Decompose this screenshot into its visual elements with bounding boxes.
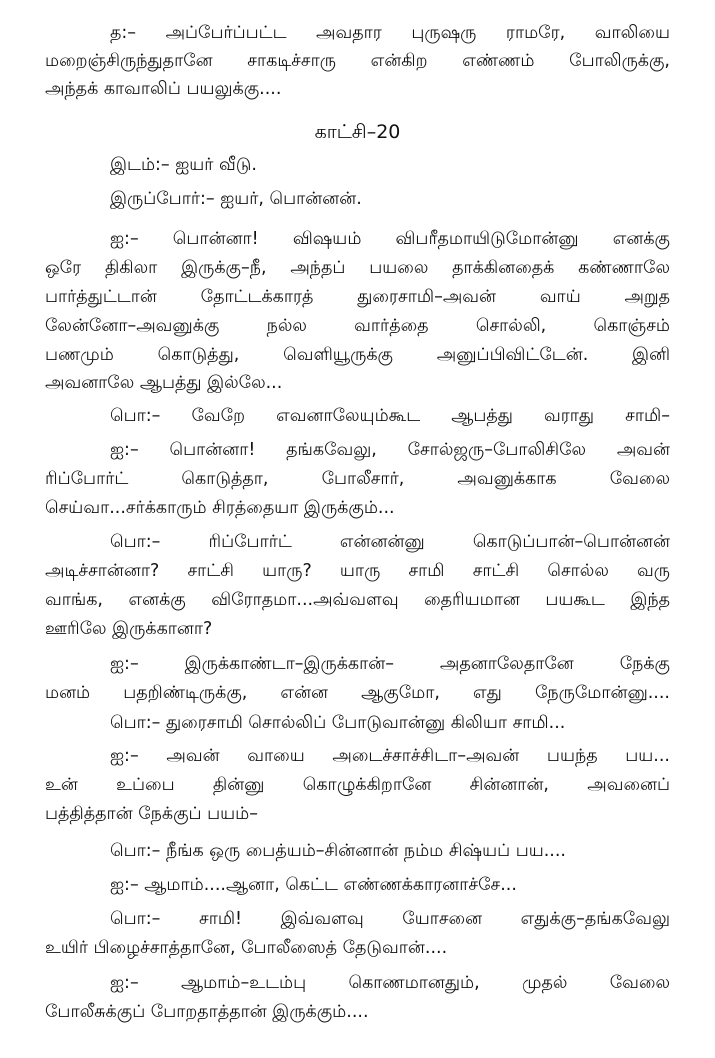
text-line: ஐ:– பொன்னா! தங்கவேலு, சோல்ஜரு–போலிசிலே அவன் — [110, 440, 670, 460]
text-line: பொ:– துரைசாமி சொல்லிப் போடுவான்னு கிலியா சாமி... — [110, 713, 566, 733]
text-line: பொ:– ரிப்போர்ட் என்னன்னு கொடுப்பான்–பொன்னன் — [110, 532, 670, 552]
text-line: இருப்போர்:– ஐயர், பொன்னன். — [110, 189, 362, 209]
text-line: பார்த்துட்டான் தோட்டக்காரத் துரைசாமி–அவன் வாய் அறுத — [45, 287, 670, 307]
text-line: ஐ:– அவன் வாயை அடைச்சாச்சிடா–அவன் பயந்த பய... — [110, 746, 670, 766]
text-line: பொ:– சாமி! இவ்வளவு யோசனை எதுக்கு–தங்கவேலு — [110, 909, 670, 929]
text-line: செய்வா...சர்க்காரும் சிரத்தையா இருக்கும்... — [45, 498, 395, 518]
text-line: பத்தித்தான் நேக்குப் பயம்– — [45, 804, 258, 824]
text-line: உன் உப்பை தின்னு கொழுக்கிறானே சின்னான், அவனைப் — [45, 775, 670, 795]
text-line: ஒரே திகிலா இருக்கு–நீ, அந்தப் பயலை தாக்கினதைக் கண்ணாலே — [45, 258, 670, 278]
text-line: அந்தக் காவாலிப் பயலுக்கு.... — [45, 79, 282, 99]
text-line: லேன்னோ–அவனுக்கு நல்ல வார்த்தை சொல்லி, கொஞ்சம் — [45, 316, 670, 336]
text-line: போலீசுக்குப் போறதாத்தான் இருக்கும்.... — [45, 1002, 369, 1022]
text-line: ஐ:– ஆமாம்–உடம்பு கொணமானதும், முதல் வேலை — [110, 973, 670, 993]
text-line: ரிப்போர்ட் கொடுத்தா, போலீசார், அவனுக்காக வேலை — [45, 469, 670, 489]
text-line: அவனாலே ஆபத்து இல்லே... — [45, 373, 283, 393]
text-line: ஊரிலே இருக்கானா? — [45, 619, 213, 639]
text-line: த:– அப்பேர்ப்பட்ட அவதார புருஷரு ராமரே, வாலியை — [110, 23, 670, 43]
text-line: பொ:– வேறே எவனாலேயும்கூட ஆபத்து வராது சாமி– — [110, 406, 670, 426]
scene-heading: காட்சி–20 — [314, 121, 401, 143]
text-line: இடம்:– ஐயர் வீடு. — [110, 155, 257, 175]
text-line: அடிச்சான்னா? சாட்சி யாரு? யாரு சாமி சாட்சி சொல்ல வரு — [45, 561, 670, 581]
text-line: ஐ:– ஆமாம்....ஆனா, கெட்ட எண்ணக்காரனாச்சே... — [110, 875, 517, 895]
text-line: ஐ:– இருக்காண்டா–இருக்கான்– அதனாலேதானே நேக்கு — [110, 654, 670, 674]
text-line: பொ:– நீங்க ஒரு பைத்யம்–சின்னான் நம்ம சிஷ்யப் பய.... — [110, 841, 566, 861]
text-line: பணமும் கொடுத்து, வெளியூருக்கு அனுப்பிவிட்டேன். இனி — [45, 345, 670, 365]
text-line: உயிர் பிழைச்சாத்தானே, போலீஸைத் தேடுவான்.... — [45, 938, 448, 958]
text-line: வாங்க, எனக்கு விரோதமா...அவ்வளவு தைரியமான பயகூட இந்த — [45, 590, 670, 610]
text-line: மறைஞ்சிருந்துதானே சாகடிச்சாரு என்கிற எண்ணம் போலிருக்கு, — [45, 51, 670, 71]
text-line: ஐ:– பொன்னா! விஷயம் விபரீதமாயிடுமோன்னு எனக்கு — [110, 229, 670, 249]
text-line: மனம் பதறிண்டிருக்கு, என்ன ஆகுமோ, எது நேருமோன்னு.... — [45, 683, 670, 703]
